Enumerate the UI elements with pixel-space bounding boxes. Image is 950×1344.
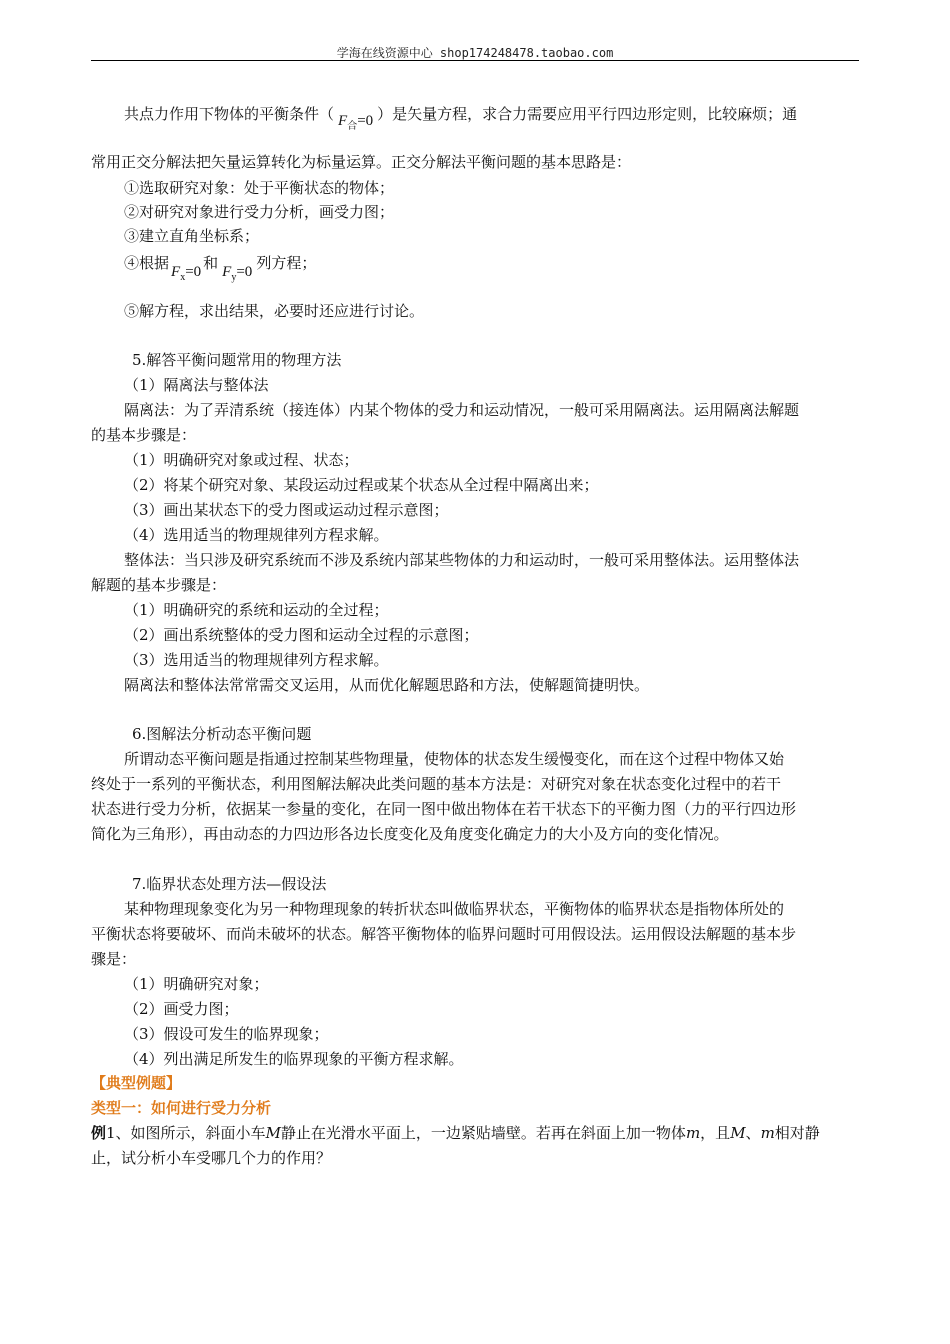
sec6-line4: 简化为三角形），再由动态的力四边形各边长度变化及角度变化确定力的大小及方向的变化情况。 bbox=[91, 825, 729, 843]
y-subscript: y bbox=[231, 272, 237, 283]
text: 相对静 bbox=[774, 1124, 820, 1142]
sec4-step4 bbox=[124, 254, 317, 283]
sec7-line2: 平衡状态将要破坏、而尚未破坏的状态。解答平衡物体的临界问题时可用假设法。运用假设法解题的基本步 bbox=[91, 925, 797, 943]
sec7-line3: 骤是： bbox=[91, 950, 137, 968]
sec5-whole-step2: （2）画出系统整体的受力图和运动全过程的示意图； bbox=[124, 626, 479, 644]
sec4-step3: ③建立直角坐标系； bbox=[124, 227, 260, 245]
f-symbol: F bbox=[171, 264, 181, 280]
sec6-line3: 状态进行受力分析，依据某一参量的变化，在同一图中做出物体在若干状态下的平衡力图（力的平行四边形 bbox=[91, 800, 797, 818]
formula-fy bbox=[222, 264, 253, 283]
text: 静止在光滑水平面上，一边紧贴墙壁。若再在斜面上加一物体 bbox=[280, 1124, 686, 1142]
sec5-whole-line2: 解题的基本步骤是： bbox=[91, 576, 227, 594]
sec5-whole-step3: （3）选用适当的物理规律列方程求解。 bbox=[124, 651, 389, 669]
sec5-iso-step2: （2）将某个研究对象、某段运动过程或某个状态从全过程中隔离出来； bbox=[124, 476, 599, 494]
sec7-step3: （3）假设可发生的临界现象； bbox=[124, 1025, 329, 1043]
text: 、 bbox=[745, 1124, 761, 1142]
text: 1、如图所示，斜面小车 bbox=[106, 1124, 266, 1142]
text: 共点力作用下物体的平衡条件（ bbox=[124, 105, 335, 123]
he-subscript: 合 bbox=[347, 121, 358, 132]
var-m-lower: m bbox=[685, 1124, 701, 1142]
sec5-iso-line2: 的基本步骤是： bbox=[91, 426, 197, 444]
sec6-title: 6.图解法分析动态平衡问题 bbox=[132, 725, 312, 743]
sec5-iso-step3: （3）画出某状态下的受力图或运动过程示意图； bbox=[124, 501, 449, 519]
sec6-line2: 终处于一系列的平衡状态，利用图解法解决此类问题的基本方法是：对研究对象在状态变化过程中的若干 bbox=[91, 775, 782, 793]
var-m-lower: m bbox=[760, 1124, 775, 1142]
example1-line2: 止，试分析小车受哪几个力的作用？ bbox=[91, 1149, 332, 1167]
header-rule bbox=[91, 60, 859, 61]
text: 列方程； bbox=[256, 254, 317, 272]
sec7-line1: 某种物理现象变化为另一种物理现象的转折状态叫做临界状态，平衡物体的临界状态是指物体所处的 bbox=[124, 900, 785, 918]
sec5-whole-step1: （1）明确研究的系统和运动的全过程； bbox=[124, 601, 389, 619]
text: ，且 bbox=[700, 1124, 731, 1142]
examples-heading: 【典型例题】 bbox=[91, 1074, 182, 1092]
equals-zero: =0 bbox=[357, 113, 374, 129]
sec7-title: 7.临界状态处理方法—假设法 bbox=[132, 875, 327, 893]
sec7-step2: （2）画受力图； bbox=[124, 1000, 239, 1018]
text: ④根据 bbox=[124, 254, 170, 272]
page-header: 学海在线资源中心 shop174248478.taobao.com bbox=[336, 46, 614, 60]
sec5-summary: 隔离法和整体法常常需交叉运用，从而优化解题思路和方法，使解题简捷明快。 bbox=[124, 676, 650, 694]
formula-fx bbox=[171, 264, 202, 283]
f-symbol: F bbox=[222, 264, 232, 280]
sec7-step1: （1）明确研究对象； bbox=[124, 975, 269, 993]
sec4-step5: ⑤解方程，求出结果，必要时还应进行讨论。 bbox=[124, 302, 425, 320]
example-type1-heading: 类型一：如何进行受力分析 bbox=[91, 1099, 272, 1117]
example-label: 例 bbox=[91, 1124, 107, 1142]
sec4-step1: ①选取研究对象：处于平衡状态的物体； bbox=[124, 179, 395, 197]
sec5-whole-line1: 整体法：当只涉及研究系统而不涉及系统内部某些物体的力和运动时，一般可采用整体法。运用整体法 bbox=[124, 551, 800, 569]
sec7-step4: （4）列出满足所发生的临界现象的平衡方程求解。 bbox=[124, 1050, 464, 1068]
equals-zero: =0 bbox=[236, 264, 253, 280]
equals-zero: =0 bbox=[185, 264, 202, 280]
sec4-step2: ②对研究对象进行受力分析，画受力图； bbox=[124, 203, 395, 221]
example1-line1 bbox=[91, 1124, 820, 1142]
sec4-intro-line2: 常用正交分解法把矢量运算转化为标量运算。正交分解法平衡问题的基本思路是： bbox=[91, 153, 632, 171]
var-m-upper: M bbox=[730, 1124, 746, 1142]
x-subscript: x bbox=[180, 272, 186, 283]
sec5-title: 5.解答平衡问题常用的物理方法 bbox=[132, 351, 342, 369]
var-m-upper: M bbox=[265, 1124, 281, 1142]
sec5-iso-step1: （1）明确研究对象或过程、状态； bbox=[124, 451, 359, 469]
sec5-iso-step4: （4）选用适当的物理规律列方程求解。 bbox=[124, 526, 389, 544]
text: ）是矢量方程，求合力需要应用平行四边形定则，比较麻烦；通 bbox=[377, 105, 798, 123]
text: 和 bbox=[203, 254, 219, 272]
sec4-intro-line1 bbox=[124, 105, 797, 130]
sec6-line1: 所谓动态平衡问题是指通过控制某些物理量，使物体的状态发生缓慢变化，而在这个过程中物体又始 bbox=[124, 750, 785, 768]
sec5-sub1: （1）隔离法与整体法 bbox=[124, 376, 269, 394]
formula-f-he bbox=[338, 113, 374, 132]
f-symbol: F bbox=[338, 113, 348, 129]
sec5-iso-line1: 隔离法：为了弄清系统（接连体）内某个物体的受力和运动情况，一般可采用隔离法。运用隔离法解题 bbox=[124, 401, 800, 419]
